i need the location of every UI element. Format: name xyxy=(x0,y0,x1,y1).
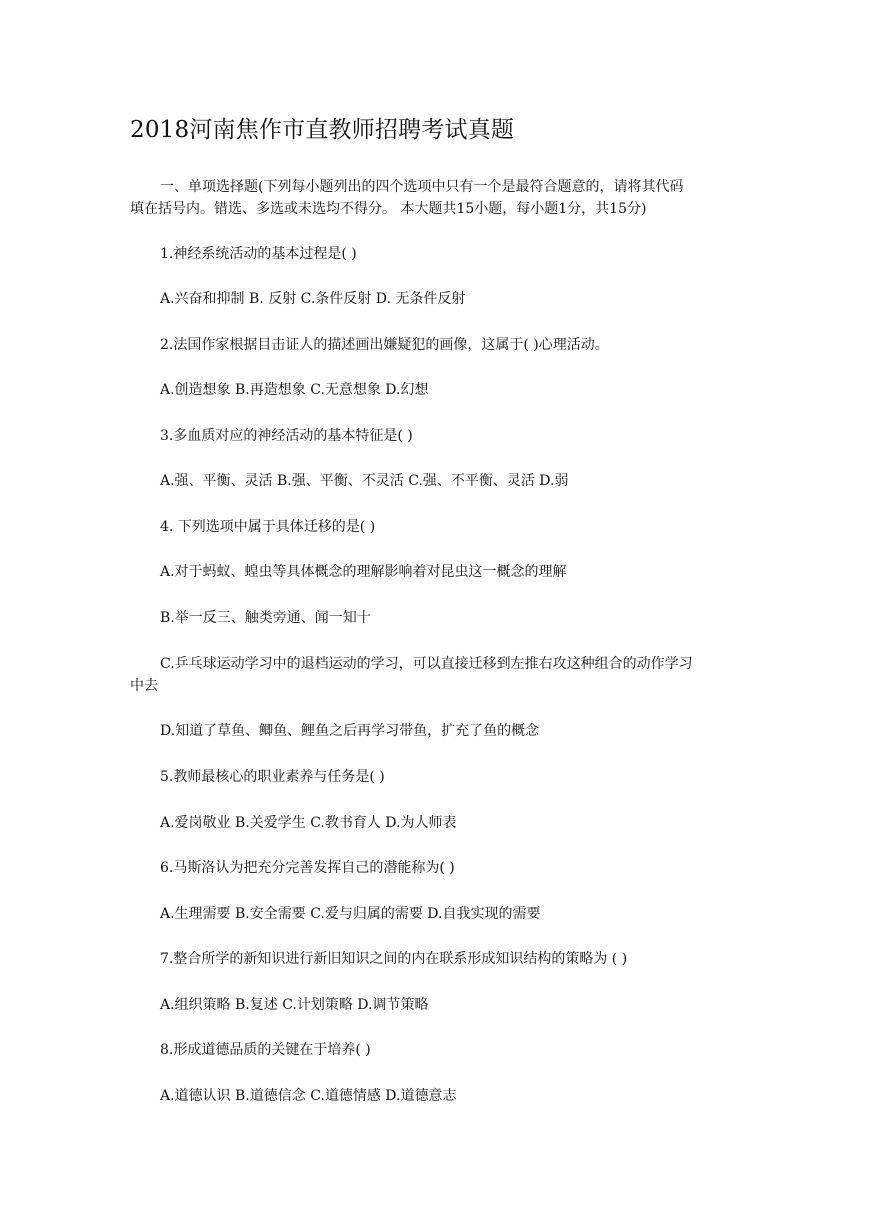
question-4-option-c-line-2: 中去 xyxy=(130,678,158,694)
document-title: 2018河南焦作市直教师招聘考试真题 xyxy=(130,117,515,143)
question-8-options: A.道德认识 B.道德信念 C.道德情感 D.道德意志 xyxy=(160,1088,457,1104)
question-1-options: A.兴奋和抑制 B. 反射 C.条件反射 D. 无条件反射 xyxy=(160,291,466,307)
question-3-options: A.强、平衡、灵活 B.强、平衡、不灵活 C.强、不平衡、灵活 D.弱 xyxy=(160,473,569,489)
question-2-options: A.创造想象 B.再造想象 C.无意想象 D.幻想 xyxy=(160,382,429,398)
question-4-option-b: B.举一反三、触类旁通、闻一知十 xyxy=(160,610,371,626)
question-5-stem: 5.教师最核心的职业素养与任务是( ) xyxy=(160,769,385,785)
question-8-stem: 8.形成道德品质的关键在于培养( ) xyxy=(160,1042,371,1058)
question-6-options: A.生理需要 B.安全需要 C.爱与归属的需要 D.自我实现的需要 xyxy=(160,906,541,922)
question-7-stem: 7.整合所学的新知识进行新旧知识之间的内在联系形成知识结构的策略为 ( ) xyxy=(160,951,628,967)
section-intro-line-1: 一、单项选择题(下列每小题列出的四个选项中只有一个是最符合题意的，请将其代码 xyxy=(160,179,684,195)
question-4-stem: 4. 下列选项中属于具体迁移的是( ) xyxy=(160,519,376,535)
question-4-option-a: A.对于蚂蚁、蝗虫等具体概念的理解影响着对昆虫这一概念的理解 xyxy=(160,564,567,580)
question-5-options: A.爱岗敬业 B.关爱学生 C.教书育人 D.为人师表 xyxy=(160,815,457,831)
question-3-stem: 3.多血质对应的神经活动的基本特征是( ) xyxy=(160,428,413,444)
question-7-options: A.组织策略 B.复述 C.计划策略 D.调节策略 xyxy=(160,997,429,1013)
section-intro-line-2: 填在括号内。错选、多选或未选均不得分。 本大题共15小题，每小题1分，共15分) xyxy=(130,201,647,217)
question-4-option-d: D.知道了草鱼、鲫鱼、鲤鱼之后再学习带鱼，扩充了鱼的概念 xyxy=(160,723,540,739)
question-6-stem: 6.马斯洛认为把充分完善发挥自己的潜能称为( ) xyxy=(160,860,455,876)
question-2-stem: 2.法国作家根据目击证人的描述画出嫌疑犯的画像，这属于( )心理活动。 xyxy=(160,337,609,353)
question-4-option-c-line-1: C.乒乓球运动学习中的退档运动的学习，可以直接迁移到左推右攻这种组合的动作学习 xyxy=(160,656,693,672)
question-1-stem: 1.神经系统活动的基本过程是( ) xyxy=(160,246,357,262)
